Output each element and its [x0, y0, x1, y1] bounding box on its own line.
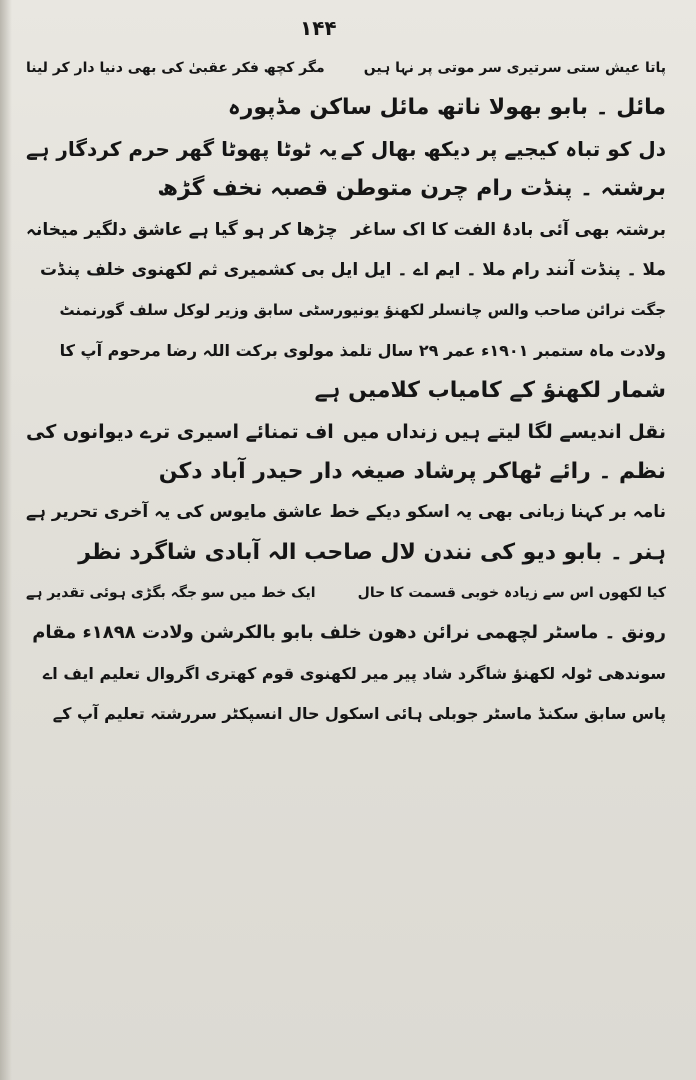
text-line: [26, 452, 666, 492]
text-line: [26, 48, 666, 88]
prose-line: مائل ۔ بابو بھولا ناتھ مائل ساکن مڈپورہ: [227, 95, 666, 121]
verse-second-half: یہ ٹوٹا پھوٹا گھر حرم کردگار ہے: [26, 136, 338, 161]
prose-line: ولادت ماہ ستمبر ۱۹۰۱ء عمر ۲۹ سال تلمذ مولوی برکت اللہ رضا مرحوم آپ کا: [59, 340, 666, 360]
text-line: [26, 210, 666, 250]
text-line: [26, 169, 666, 209]
verse-second-half: عاشق مایوس کی یہ آخری تحریر ہے: [26, 502, 323, 523]
prose-line: رونق ۔ ماسٹر لچھمی نرائن دھون خلف بابو بالکرشن ولادت ۱۸۹۸ء مقام: [32, 622, 666, 644]
verse-first-half: برشتہ بھی آئی بادۂ الفت کا اک ساغر: [351, 219, 666, 240]
verse-second-half: اف تمنائے اسیری ترے دیوانوں کی: [26, 420, 334, 443]
prose-line: برشتہ ۔ پنڈت رام چرن متوطن قصبہ نخف گڑھ: [157, 176, 666, 202]
text-line: [26, 412, 666, 452]
prose-line: جگت نرائن صاحب والس چانسلر لکھنؤ یونیورسٹی سابق وزیر لوکل سلف گورنمنٹ: [59, 301, 666, 320]
text-line: [26, 492, 666, 532]
text-line: [26, 654, 666, 694]
verse-first-half: پاتا عیش ستی سرتیری سر موتی پر نہا ہیں: [363, 60, 666, 76]
text-line: [26, 694, 666, 734]
verse-first-half: نامہ بر کہنا زبانی بھی یہ اسکو دیکے خط: [329, 502, 666, 523]
text-line: [26, 129, 666, 169]
prose-line: پاس سابق سکنڈ ماسٹر جوبلی ہائی اسکول حال انسپکٹر سررشتہ تعلیم آپ کے: [52, 704, 666, 724]
page-number: ۱۴۴: [300, 16, 337, 40]
text-line: [26, 290, 666, 330]
text-line: [26, 533, 666, 573]
prose-line: ملا ۔ پنڈت آنند رام ملا ۔ ایم اے ۔ ایل ایل بی کشمیری ثم لکھنوی خلف پنڈت: [39, 259, 666, 280]
text-line: [26, 331, 666, 371]
prose-line: نظم ۔ رائے ٹھاکر پرشاد صیغہ دار حیدر آباد دکن: [158, 458, 666, 484]
poetry-text-block: [26, 48, 666, 1058]
text-line: [26, 250, 666, 290]
text-line: [26, 613, 666, 653]
verse-first-half: نقل اندیسے لگا لیتے ہیں زنداں میں: [342, 420, 666, 443]
verse-second-half: ایک خط میں سو جگہ بگڑی ہوئی تقدیر ہے: [26, 585, 316, 602]
text-line: [26, 88, 666, 128]
text-line: [26, 573, 666, 613]
verse-second-half: چڑھا کر ہو گیا ہے عاشق دلگیر میخانہ: [26, 219, 338, 240]
verse-first-half: دل کو تباہ کیجیے پر دیکھ بھال کے: [340, 136, 666, 161]
prose-line: شمار لکھنؤ کے کامیاب کلامیں ہے: [314, 378, 666, 404]
prose-line: سوندھی ٹولہ لکھنؤ شاگرد شاد پیر میر لکھنوی قوم کھتری اگروال تعلیم ایف اے: [42, 663, 666, 683]
verse-first-half: کیا لکھوں اس سے زیادہ خوبی قسمت کا حال: [357, 585, 666, 602]
prose-line: ہنر ۔ بابو دیو کی نندن لال صاحب الہ آبادی شاگرد نظر: [78, 539, 666, 565]
text-line: [26, 371, 666, 411]
verse-second-half: مگر کچھ فکر عقبیٰ کی بھی دنیا دار کر لینا: [26, 60, 325, 76]
